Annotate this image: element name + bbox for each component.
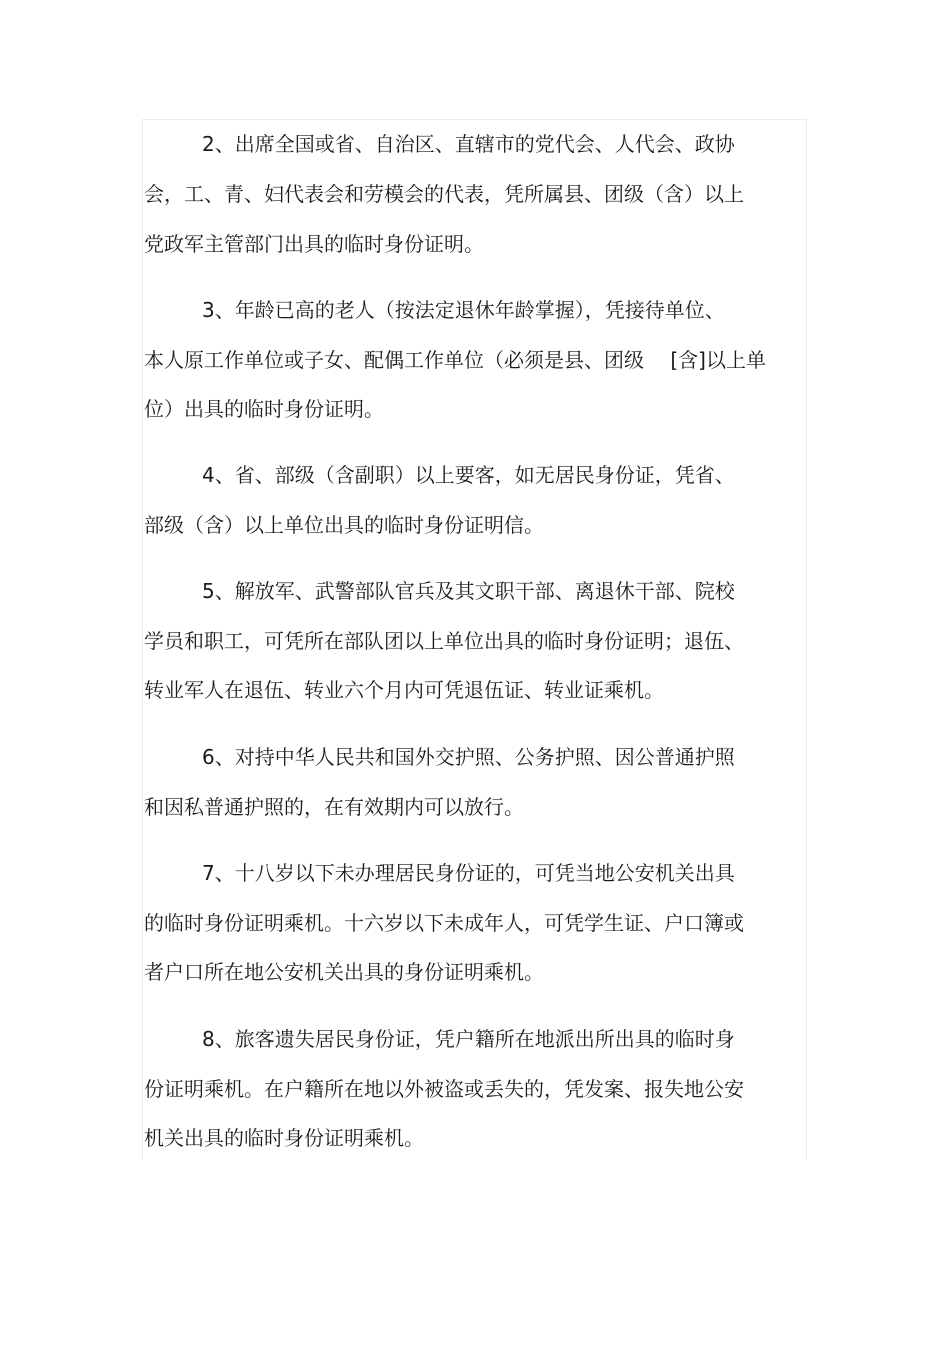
paragraph-2-line-1: 2、出席全国或省、自治区、直辖市的党代会、人代会、政协 [202,132,735,156]
paragraph-5-line-3: 转业军人在退伍、转业六个月内可凭退伍证、转业证乘机。 [144,678,664,702]
paragraph-5-line-1: 5、解放军、武警部队官兵及其文职干部、离退休干部、院校 [202,579,735,603]
paragraph-3-line-2: 本人原工作单位或子女、配偶工作单位（必须是县、团级 [含]以上单 [144,348,766,372]
paragraph-7-line-2: 的临时身份证明乘机。十六岁以下未成年人，可凭学生证、户口簿或 [144,911,744,935]
paragraph-8-line-3: 机关出具的临时身份证明乘机。 [144,1126,424,1150]
paragraph-4-line-1: 4、省、部级（含副职）以上要客，如无居民身份证，凭省、 [202,463,735,487]
paragraph-7-line-3: 者户口所在地公安机关出具的身份证明乘机。 [144,960,544,984]
paragraph-6-line-1: 6、对持中华人民共和国外交护照、公务护照、因公普通护照 [202,745,735,769]
paragraph-2-line-3: 党政军主管部门出具的临时身份证明。 [144,232,484,256]
paragraph-8-line-1: 8、旅客遗失居民身份证，凭户籍所在地派出所出具的临时身 [202,1027,735,1051]
paragraph-2-line-2: 会，工、青、妇代表会和劳模会的代表，凭所属县、团级（含）以上 [144,182,744,206]
paragraph-7-line-1: 7、十八岁以下未办理居民身份证的，可凭当地公安机关出具 [202,861,735,885]
paragraph-4-line-2: 部级（含）以上单位出具的临时身份证明信。 [144,513,544,537]
paragraph-3-line-1: 3、年龄已高的老人（按法定退休年龄掌握），凭接待单位、 [202,298,725,322]
paragraph-8-line-2: 份证明乘机。在户籍所在地以外被盗或丢失的，凭发案、报失地公安 [144,1077,744,1101]
paragraph-3-line-3: 位）出具的临时身份证明。 [144,397,384,421]
paragraph-6-line-2: 和因私普通护照的，在有效期内可以放行。 [144,795,524,819]
paragraph-5-line-2: 学员和职工，可凭所在部队团以上单位出具的临时身份证明；退伍、 [144,629,744,653]
